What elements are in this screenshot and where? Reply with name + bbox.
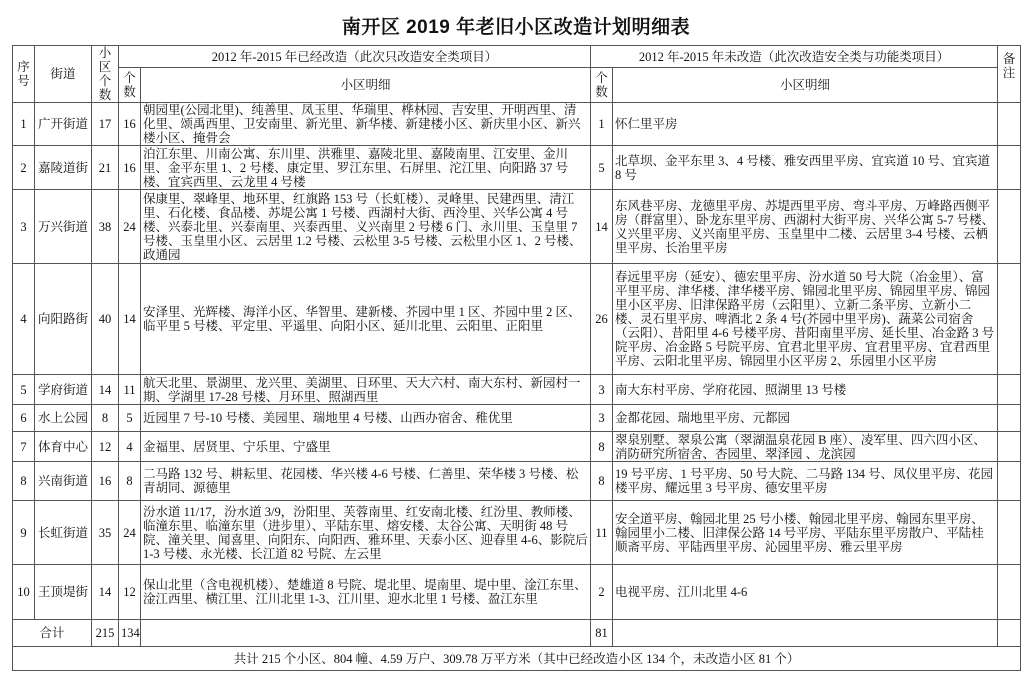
row-todo-count: 1 [591, 103, 613, 146]
header-seq: 序号 [13, 46, 35, 103]
row-done-detail: 近园里 7 号-10 号楼、美园里、瑞地里 4 号楼、山西办宿舍、稚优里 [141, 405, 591, 432]
row-done-count: 16 [119, 103, 141, 146]
row-todo-count: 3 [591, 405, 613, 432]
row-done-count: 24 [119, 501, 141, 565]
row-remark [998, 146, 1021, 190]
row-total: 38 [92, 190, 119, 264]
row-done-detail: 安泽里、光辉楼、海洋小区、华智里、建新楼、芥园中里 1 区、芥园中里 2 区、临平里 5 号楼、平定里、平遥里、向阳小区、延川北里、云阳里、正阳里 [141, 264, 591, 375]
header-count: 小区个数 [92, 46, 119, 103]
row-todo-detail: 怀仁里平房 [613, 103, 998, 146]
row-todo-count: 14 [591, 190, 613, 264]
row-seq: 8 [13, 462, 35, 501]
row-total: 8 [92, 405, 119, 432]
row-todo-detail: 北草坝、金平东里 3、4 号楼、雅安西里平房、宜宾道 10 号、宜宾道 8 号 [613, 146, 998, 190]
row-done-count: 8 [119, 462, 141, 501]
row-todo-count: 26 [591, 264, 613, 375]
row-remark [998, 405, 1021, 432]
row-total: 16 [92, 462, 119, 501]
row-remark [998, 501, 1021, 565]
row-done-detail: 保康里、翠峰里、地环里、红旗路 153 号（长虹楼）、灵峰里、民建西里、清江里、石化楼、食品楼、苏堤公寓 1 号楼、西湖村大街、西泠里、兴华公寓 4 号楼、兴泰北里、兴泰南里、兴泰西里、义兴南里 2 号楼 6 门、永川里、玉皇里 7 号楼、玉皇里小区、云居里 1.2 号楼、云松里 3-5 号楼、云松里小区 1、2 号楼、政通园 [141, 190, 591, 264]
row-remark [998, 462, 1021, 501]
row-done-count: 16 [119, 146, 141, 190]
header-row [13, 46, 1021, 68]
row-total: 35 [92, 501, 119, 565]
table-row [13, 501, 1021, 565]
row-street: 王顶堤街 [35, 565, 92, 620]
row-street: 向阳路街 [35, 264, 92, 375]
subheader-row [13, 68, 1021, 103]
header-done-count: 个数 [119, 68, 141, 103]
row-done-detail: 二马路 132 号、耕耘里、花园楼、华兴楼 4-6 号楼、仁善里、荣华楼 3 号楼、松青胡同、源德里 [141, 462, 591, 501]
row-done-detail: 汾水道 11/17，汾水道 3/9，汾阳里、芙蓉南里、红安南北楼、红汾里、教师楼、临潼东里、临潼东里（进步里）、平陆东里、熔安楼、太谷公寓、天明街 48 号院、潼关里、闻喜里、向阳东、向阳西、雅环里、天泰小区、迎春里 4-6、影院后 1-3 号楼、永光楼、长江道 82 号院、左云里 [141, 501, 591, 565]
row-remark [998, 375, 1021, 405]
table-row [13, 264, 1021, 375]
row-seq: 3 [13, 190, 35, 264]
row-todo-detail: 东风巷平房、龙德里平房、苏堤西里平房、弯斗平房、万峰路西侧平房（群富里）、卧龙东里平房、西湖村大街平房、兴华公寓 5-7 号楼、义兴里平房、义兴南里平房、玉皇里中二楼、云居里 3-4 号楼、云栖里平房、长治里平房 [613, 190, 998, 264]
table-row [13, 190, 1021, 264]
row-todo-count: 11 [591, 501, 613, 565]
total-count: 215 [92, 620, 119, 647]
row-todo-count: 8 [591, 462, 613, 501]
row-street: 长虹街道 [35, 501, 92, 565]
row-seq: 9 [13, 501, 35, 565]
row-seq: 7 [13, 432, 35, 462]
row-street: 体育中心 [35, 432, 92, 462]
row-total: 40 [92, 264, 119, 375]
total-label: 合计 [13, 620, 92, 647]
row-street: 广开街道 [35, 103, 92, 146]
table-row [13, 103, 1021, 146]
row-done-count: 14 [119, 264, 141, 375]
header-done-group: 2012 年-2015 年已经改造（此次只改造安全类项目） [119, 46, 591, 68]
row-street: 万兴街道 [35, 190, 92, 264]
row-todo-detail: 翠泉别墅、翠泉公寓（翠湖温泉花园 B 座）、凌军里、四六四小区、消防研究所宿舍、杏园里、翠泽园 、龙滨园 [613, 432, 998, 462]
header-street: 街道 [35, 46, 92, 103]
summary-row [13, 647, 1021, 671]
row-todo-detail: 电视平房、江川北里 4-6 [613, 565, 998, 620]
row-done-detail: 朝园里(公园北里)、纯善里、凤玉里、华瑞里、桦林园、吉安里、开明西里、清化里、颂禹西里、卫安南里、新光里、新华楼、新建楼小区、新庆里小区、新兴楼小区、掩骨会 [141, 103, 591, 146]
row-done-detail: 金福里、居贤里、宁乐里、宁盛里 [141, 432, 591, 462]
row-done-count: 24 [119, 190, 141, 264]
table-row [13, 375, 1021, 405]
row-todo-count: 2 [591, 565, 613, 620]
row-remark [998, 432, 1021, 462]
row-total: 21 [92, 146, 119, 190]
table-row [13, 146, 1021, 190]
total-row [13, 620, 1021, 647]
row-street: 嘉陵道街 [35, 146, 92, 190]
header-todo-count: 个数 [591, 68, 613, 103]
table-row [13, 565, 1021, 620]
row-todo-detail: 春远里平房（延安）、德宏里平房、汾水道 50 号大院（冶金里）、富平里平房、津华楼、津华楼平房、锦园北里平房、锦园里平房、锦园里小区平房、旧津保路平房（云阳里）、立新二条平房、立新小二楼、灵石里平房、啤酒北 2 条 4 号(芥园中里平房)、蔬菜公司宿舍（云阳）、昔阳里 4-6 号楼平房、昔阳南里平房、延长里、冶金路 3 号院平房、冶金路 5 号院平房、宜君北里平房、宜君里平房、宜君西里平房、云阳北里平房、锦园里小区平房 2、乐园里小区平房 [613, 264, 998, 375]
row-todo-count: 8 [591, 432, 613, 462]
row-seq: 2 [13, 146, 35, 190]
row-done-count: 12 [119, 565, 141, 620]
row-todo-count: 3 [591, 375, 613, 405]
row-street: 水上公园 [35, 405, 92, 432]
row-todo-detail: 金都花园、瑞地里平房、元都园 [613, 405, 998, 432]
row-done-count: 11 [119, 375, 141, 405]
row-total: 14 [92, 375, 119, 405]
row-street: 学府街道 [35, 375, 92, 405]
row-done-detail: 航天北里、景湖里、龙兴里、美湖里、日环里、天大六村、南大东村、新园村一期、学湖里 17-28 号楼、月环里、照湖西里 [141, 375, 591, 405]
row-seq: 5 [13, 375, 35, 405]
total-done-count: 134 [119, 620, 141, 647]
row-street: 兴南街道 [35, 462, 92, 501]
row-todo-detail: 南大东村平房、学府花园、照湖里 13 号楼 [613, 375, 998, 405]
page-title: 南开区 2019 年老旧小区改造计划明细表 [341, 17, 691, 38]
row-remark [998, 190, 1021, 264]
row-done-detail: 保山北里（含电视机楼）、楚雄道 8 号院、堤北里、堤南里、堤中里、淦江东里、淦江西里、横江里、江川北里 1-3、江川里、迎水北里 1 号楼、盈江东里 [141, 565, 591, 620]
total-todo-count: 81 [591, 620, 613, 647]
row-remark [998, 565, 1021, 620]
renovation-table [12, 45, 1021, 671]
row-total: 14 [92, 565, 119, 620]
row-seq: 6 [13, 405, 35, 432]
row-done-count: 5 [119, 405, 141, 432]
row-total: 12 [92, 432, 119, 462]
row-done-count: 4 [119, 432, 141, 462]
summary-text: 共计 215 个小区、804 幢、4.59 万户、309.78 万平方米（其中已经改造小区 134 个，未改造小区 81 个） [13, 647, 1021, 671]
header-todo-group: 2012 年-2015 年未改造（此次改造安全类与功能类项目） [591, 46, 998, 68]
row-todo-count: 5 [591, 146, 613, 190]
row-seq: 4 [13, 264, 35, 375]
table-row [13, 462, 1021, 501]
table-row [13, 432, 1021, 462]
header-remark: 备注 [998, 46, 1021, 103]
row-remark [998, 264, 1021, 375]
row-remark [998, 103, 1021, 146]
row-seq: 1 [13, 103, 35, 146]
row-total: 17 [92, 103, 119, 146]
header-todo-detail: 小区明细 [613, 68, 998, 103]
header-done-detail: 小区明细 [141, 68, 591, 103]
row-todo-detail: 19 号平房、1 号平房、50 号大院、二马路 134 号、凤仪里平房、花园楼平房、耀远里 3 号平房、德安里平房 [613, 462, 998, 501]
row-seq: 10 [13, 565, 35, 620]
row-done-detail: 泊江东里、川南公寓、东川里、洪雅里、嘉陵北里、嘉陵南里、江安里、金川里、金平东里 1、2 号楼、康定里、罗江东里、石屏里、沱江里、向阳路 37 号楼、宜宾西里、云龙里 4 号楼 [141, 146, 591, 190]
table-row [13, 405, 1021, 432]
row-todo-detail: 安全道平房、翰园北里 25 号小楼、翰园北里平房、翰园东里平房、翰园里小二楼、旧津保公路 14 号平房、平陆东里平房散户、平陆桂顺斋平房、平陆西里平房、沁园里平房、雅云里平房 [613, 501, 998, 565]
